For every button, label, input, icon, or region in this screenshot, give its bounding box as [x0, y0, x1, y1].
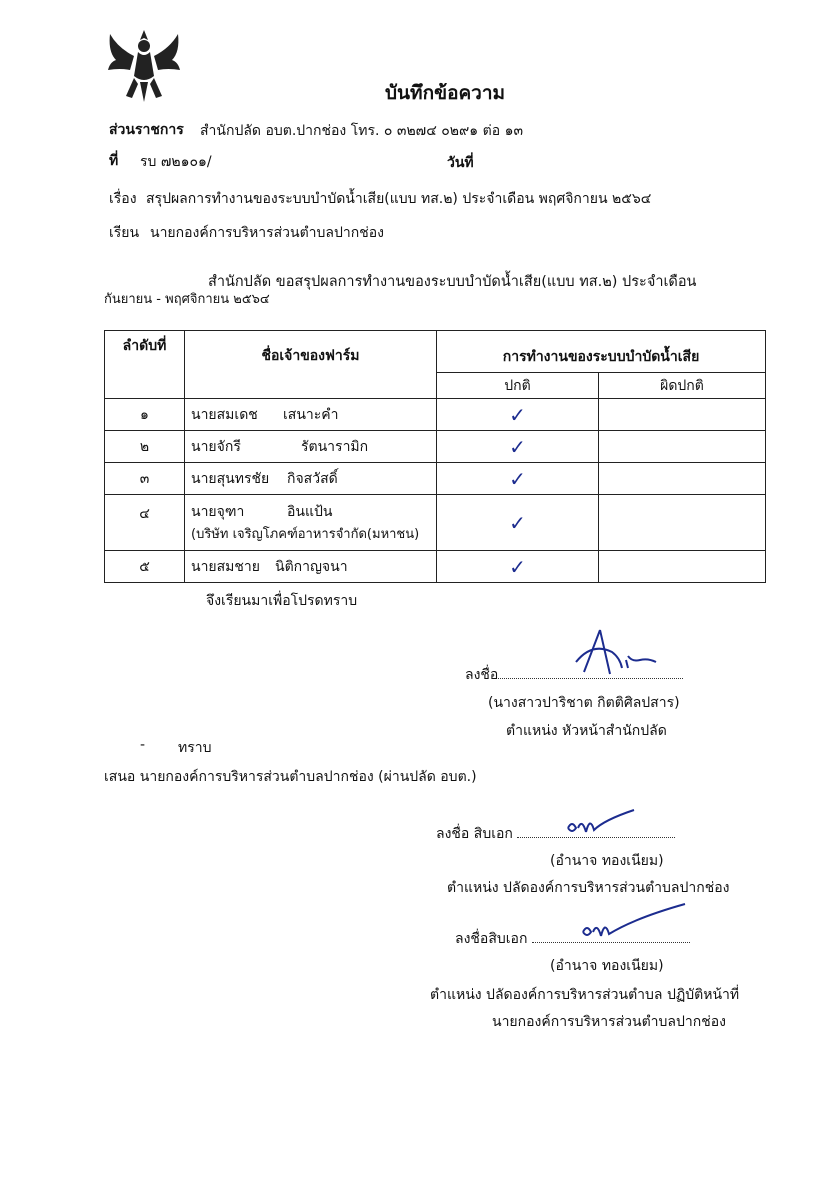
row-no: ๕: [105, 551, 185, 583]
signature-3-icon: [575, 902, 690, 944]
row-normal-check: ✓: [437, 399, 599, 431]
owner-name: นายสมชาย: [191, 558, 260, 575]
subject-label: เรื่อง: [109, 191, 137, 207]
col-header-no: ลำดับที่: [105, 331, 185, 399]
row-abnormal: [599, 399, 766, 431]
closing-text: จึงเรียนมาเพื่อโปรดทราบ: [206, 593, 358, 609]
signature-2-icon: [560, 806, 640, 840]
owner-surname: อินแป้น: [287, 504, 333, 520]
agency-label: ส่วนราชการ: [109, 122, 184, 138]
row-owner: [185, 399, 437, 431]
owner-company: (บริษัท เจริญโภคฑ์อาหารจำกัด(มหาชน): [191, 527, 420, 542]
row-no: ๔: [105, 495, 185, 551]
col-header-group: การทำงานของระบบบำบัดน้ำเสีย: [437, 331, 766, 373]
row-abnormal: [599, 495, 766, 551]
owner-surname: นิติกาญจนา: [275, 558, 348, 575]
table-row: [105, 551, 766, 583]
farm-table: [104, 330, 766, 583]
col-header-owner: ชื่อเจ้าของฟาร์ม: [185, 331, 437, 399]
owner-surname: กิจสวัสดิ์: [287, 470, 338, 487]
body-line-2: กันยายน - พฤศจิกายน ๒๕๖๔: [104, 292, 270, 307]
col-header-normal: ปกติ: [437, 373, 599, 399]
note-propose: เสนอ นายกองค์การบริหารส่วนตำบลปากช่อง (ผ่านปลัด อบต.): [104, 769, 477, 785]
owner-name: นายจักรี: [191, 438, 241, 455]
row-normal-check: ✓: [437, 431, 599, 463]
owner-name: นายสมเดช: [191, 406, 258, 423]
sig1-position: ตำแหน่ง หัวหน้าสำนักปลัด: [506, 723, 667, 739]
row-abnormal: [599, 551, 766, 583]
sig3-label: ลงชื่อสิบเอก: [455, 928, 690, 950]
sig2-name: (อำนาจ ทองเนียม): [550, 853, 664, 869]
sig1-label: ลงชื่อ: [465, 664, 683, 686]
sig2-position: ตำแหน่ง ปลัดองค์การบริหารส่วนตำบลปากช่อง: [447, 880, 730, 896]
garuda-emblem-icon: [104, 26, 184, 106]
owner-name: นายจุฑา: [191, 504, 245, 520]
document-title: บันทึกข้อความ: [385, 82, 506, 104]
owner-name: นายสุนทรชัย: [191, 470, 270, 487]
subject-value: สรุปผลการทำงานของระบบบำบัดน้ำเสีย(แบบ ทส.๒) ประจำเดือน พฤศจิกายน ๒๕๖๔: [146, 191, 652, 207]
ref-value: รบ ๗๒๑๐๑/: [140, 154, 212, 170]
table-row: [105, 495, 766, 551]
sig1-name: (นางสาวปาริชาต กิตติศิลปสาร): [488, 695, 680, 711]
date-label: วันที่: [447, 155, 474, 171]
owner-surname: รัตนารามิก: [301, 438, 369, 455]
table-row: [105, 399, 766, 431]
sig3-position-1: ตำแหน่ง ปลัดองค์การบริหารส่วนตำบล ปฏิบัติหน้าที่: [430, 987, 740, 1003]
sig2-label: ลงชื่อ สิบเอก: [436, 823, 675, 845]
table-row: [105, 463, 766, 495]
note-dash: -: [140, 737, 146, 753]
row-owner: [185, 551, 437, 583]
to-value: นายกองค์การบริหารส่วนตำบลปากช่อง: [150, 225, 384, 241]
row-owner: [185, 431, 437, 463]
note-ack: ทราบ: [178, 740, 212, 756]
sig3-name: (อำนาจ ทองเนียม): [550, 958, 664, 974]
row-owner: [185, 463, 437, 495]
row-no: ๑: [105, 399, 185, 431]
row-normal-check: ✓: [437, 495, 599, 551]
ref-label: ที่: [109, 153, 119, 169]
to-label: เรียน: [109, 225, 140, 241]
body-line-1: สำนักปลัด ขอสรุปผลการทำงานของระบบบำบัดน้ำเสีย(แบบ ทส.๒) ประจำเดือน: [208, 274, 697, 290]
row-owner: [185, 495, 437, 551]
row-no: ๓: [105, 463, 185, 495]
sig3-position-2: นายกองค์การบริหารส่วนตำบลปากช่อง: [492, 1014, 726, 1030]
agency-value: สำนักปลัด อบต.ปากช่อง โทร. ๐ ๓๒๗๔ ๐๒๙๑ ต่อ ๑๓: [200, 123, 524, 139]
signature-1-icon: [570, 622, 660, 682]
row-no: ๒: [105, 431, 185, 463]
owner-surname: เสนาะคำ: [283, 406, 339, 423]
row-abnormal: [599, 431, 766, 463]
table-row: [105, 431, 766, 463]
row-normal-check: ✓: [437, 551, 599, 583]
row-abnormal: [599, 463, 766, 495]
col-header-abnormal: ผิดปกติ: [599, 373, 766, 399]
row-normal-check: ✓: [437, 463, 599, 495]
